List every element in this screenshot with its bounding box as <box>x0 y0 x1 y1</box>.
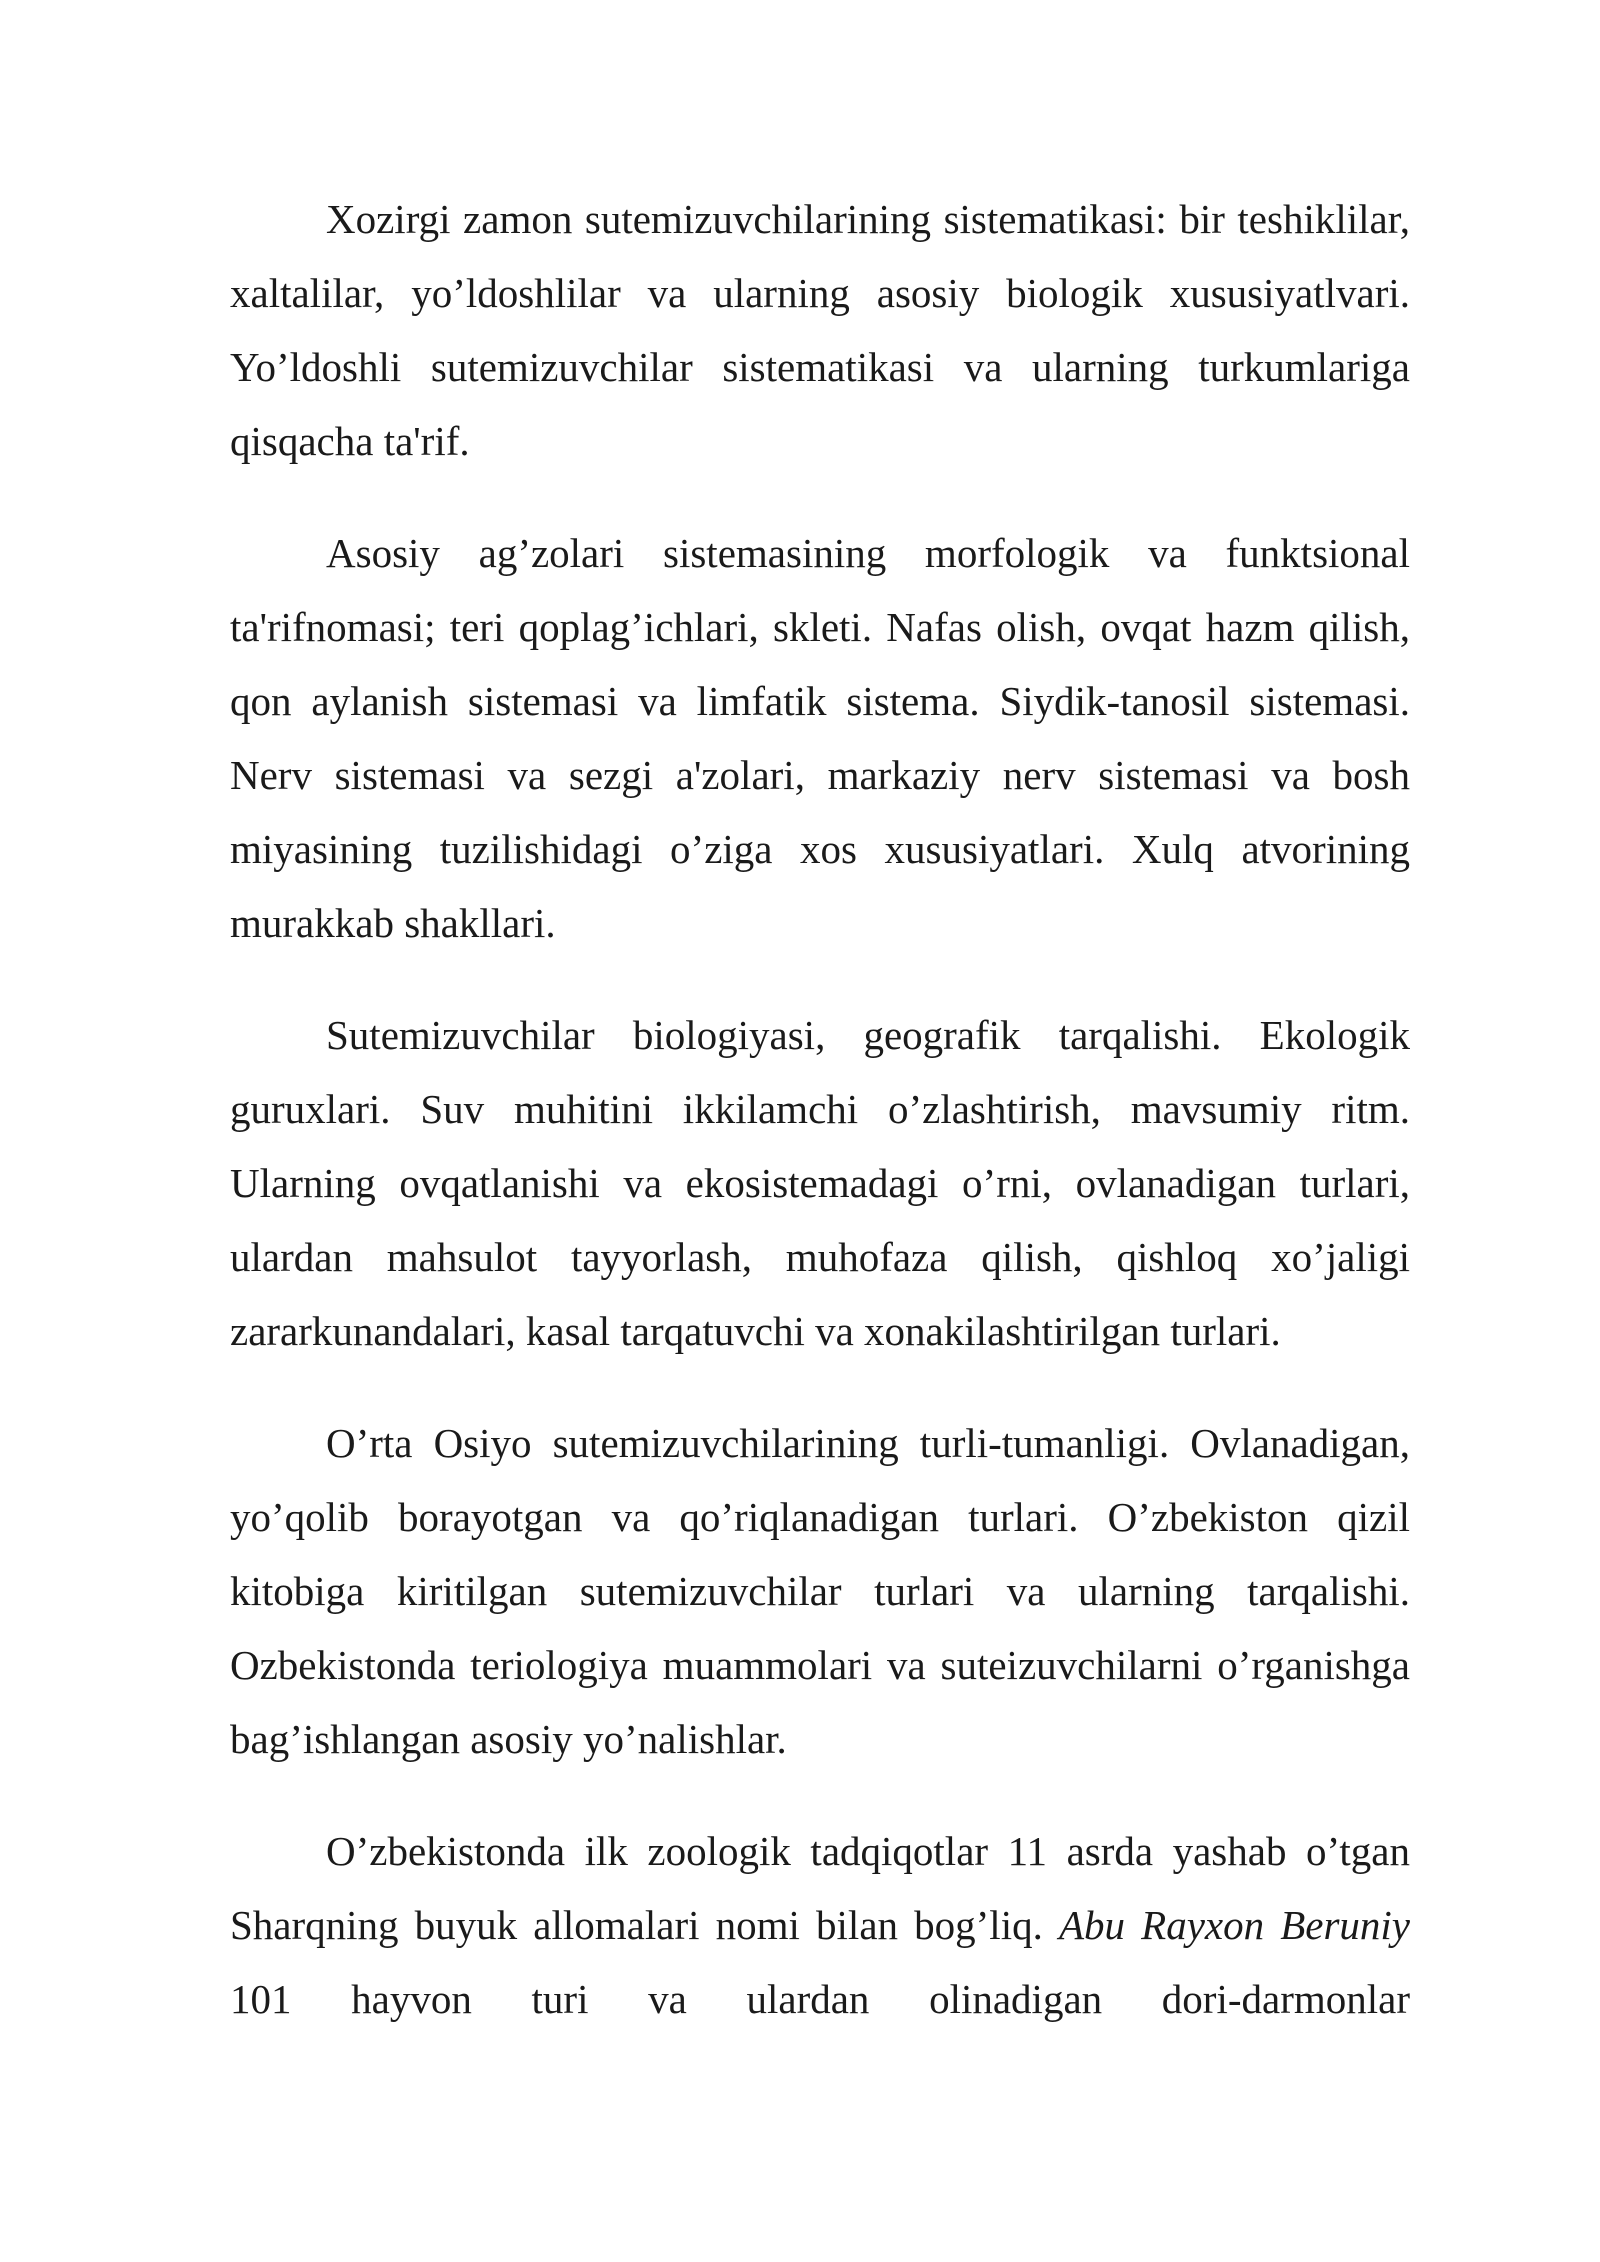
paragraph-biology-ecology: Sutemizuvchilar biologiyasi, geografik tarqalishi. Ekologik guruxlari. Suv muhitini ikkilamchi o’zlashtirish, mavsumiy ritm. Ularning ovqatlanishi va ekosistemadagi o’rni, ovlanadigan turlari, ulardan mahsulot tayyorlash, muhofaza qilish, qishloq xo’jaligi zararkunandalari, kasal tarqatuvchi va xonakilashtirilgan turlari. <box>230 1012 1410 1354</box>
document-body <box>230 182 1410 2036</box>
scholar-name: Abu Rayxon Beruniy <box>1058 1902 1411 1948</box>
paragraph-text-after: 101 hayvon turi va ulardan olinadigan dori-darmonlar <box>230 1976 1410 2022</box>
paragraph-central-asia-species: O’rta Osiyo sutemizuvchilarining turli-tumanligi. Ovlanadigan, yo’qolib borayotgan va qo’riqlanadigan turlari. O’zbekiston qizil kitobiga kiritilgan sutemizuvchilar turlari va ularning tarqalishi. Ozbekistonda teriologiya muammolari va suteizuvchilarni o’rganishga bag’ishlangan asosiy yo’nalishlar. <box>230 1420 1410 1762</box>
paragraph-text-before: O’zbekistonda ilk zoologik tadqiqotlar 11 asrda yashab o’tgan Sharqning buyuk allomalari nomi bilan bog’liq. <box>230 1828 1410 1948</box>
paragraph-organ-systems: Asosiy ag’zolari sistemasining morfologik va funktsional ta'rifnomasi; teri qoplag’ichlari, skleti. Nafas olish, ovqat hazm qilish, qon aylanish sistemasi va limfatik sistema. Siydik-tanosil sistemasi. Nerv sistemasi va sezgi a'zolari, markaziy nerv sistemasi va bosh miyasining tuzilishidagi o’ziga xos xususiyatlari. Xulq atvorining murakkab shakllari. <box>230 530 1410 946</box>
paragraph-mammal-systematics: Xozirgi zamon sutemizuvchilarining sistematikasi: bir teshiklilar, xaltalilar, yo’ldoshlilar va ularning asosiy biologik xususiyatlvari. Yo’ldoshli sutemizuvchilar sistematikasi va ularning turkumlariga qisqacha ta'rif. <box>230 196 1410 464</box>
paragraph-uzbekistan-research <box>230 1814 1410 2036</box>
